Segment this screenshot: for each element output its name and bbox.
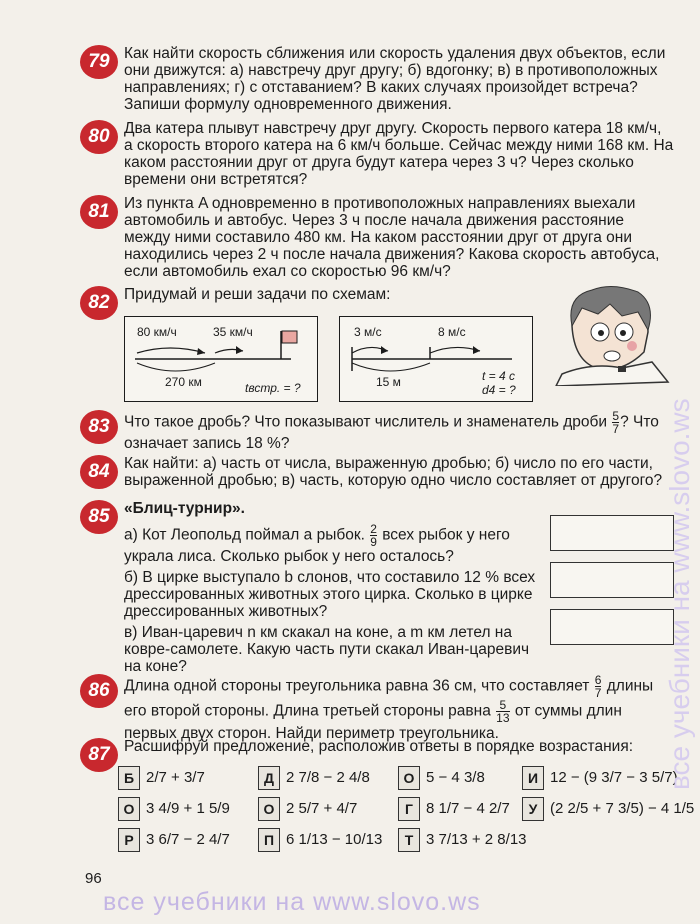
problem-text: Как найти: а) часть от числа, выраженную дробью; б) число по его части, выраженной дробью; в) часть, которую одно число составляет от другого? (124, 455, 663, 489)
problem-title: «Блиц-турнир». (124, 500, 245, 517)
problem-number: 80 (80, 120, 118, 154)
problem-number: 81 (80, 195, 118, 229)
distance-label: 270 км (165, 375, 202, 389)
problem-83 (80, 410, 674, 452)
code-item: Д 2 7/8 − 2 4/8 (258, 766, 370, 790)
problem-number: 87 (80, 738, 118, 772)
code-item: О 5 − 4 3/8 (398, 766, 485, 790)
problem-number: 82 (80, 286, 118, 320)
problem-number: 85 (80, 500, 118, 534)
watermark-bottom: все учебники на www.slovo.ws (103, 888, 481, 916)
problem-text: Придумай и реши задачи по схемам: (124, 286, 391, 303)
problem-text: Длина одной стороны треугольника равна 36 см, что составляет $\frac{6}{7}$ длины его второй стороны. Длина третьей стороны равна $\frac{5}{13}$ от суммы длин первых двух сторон. Найди периметр треугольника. (124, 673, 654, 742)
time-label: t = 4 с (482, 369, 516, 383)
problem-text: Расшифруй предложение, расположив ответы в порядке возрастания: (124, 738, 634, 755)
problem-text: Два катера плывут навстречу друг другу. Скорость первого катера 18 км/ч, а скорость второго катера на 6 км/ч больше. Сейчас между ними 168 км. На каком расстоянии друг от друга будут катера через 3 ч? Через сколько времени они встретятся? (124, 120, 674, 188)
problem-81 (80, 195, 674, 280)
problem-86 (80, 674, 674, 743)
problem-79 (80, 45, 674, 113)
problem-text: Как найти скорость сближения или скорость удаления двух объектов, если они движутся: а) навстречу друг другу; б) вдогонку; в) в противоположных направлениях; г) с отставанием? В каких случаях произойдет встреча? Запиши формулу одновременного движения. (124, 45, 666, 113)
code-item: О 3 4/9 + 1 5/9 (118, 797, 230, 821)
thinking-boy-illustration (552, 282, 670, 386)
question-label: tвстр. = ? (245, 381, 301, 395)
problem-number: 84 (80, 455, 118, 489)
distance-label: 15 м (376, 375, 401, 389)
answer-box-b[interactable] (550, 562, 674, 598)
question-label: d4 = ? (482, 383, 516, 397)
page-number: 96 (85, 870, 102, 887)
code-item: У (2 2/5 + 7 3/5) − 4 1/5 (522, 797, 694, 821)
code-item: Г 8 1/7 − 4 2/7 (398, 797, 510, 821)
problem-85 (80, 500, 540, 675)
code-item: Р 3 6/7 − 2 4/7 (118, 828, 230, 852)
subproblem-a: а) Кот Леопольд поймал a рыбок. $\frac{2}{9}$ всех рыбок у него украла лиса. Сколько рыбок у него осталось? (124, 522, 510, 565)
watermark-side: все учебники на www.slovo.ws (664, 398, 695, 790)
problem-number: 83 (80, 410, 118, 444)
problem-number: 79 (80, 45, 118, 79)
problem-number: 86 (80, 674, 118, 708)
code-item: И 12 − (9 3/7 − 3 5/7) (522, 766, 678, 790)
problem-text: Что такое дробь? Что показывают числитель и знаменатель дроби $\frac{5}{7}$ ? Что означает запись 18 %? (124, 409, 659, 452)
answer-box-a[interactable] (550, 515, 674, 551)
speed-label: 35 км/ч (213, 325, 253, 339)
problem-87 (80, 738, 674, 765)
subproblem-c: в) Иван-царевич n км скакал на коне, а m км летел на ковре-самолете. Какую часть пути скакал Иван-царевич на коне? (124, 624, 530, 675)
subproblem-b: б) В цирке выступало b слонов, что составило 12 % всех дрессированных животных этого цирка. Сколько в цирке дрессированных животных? (124, 569, 536, 620)
code-item: О 2 5/7 + 4/7 (258, 797, 357, 821)
speed-label: 8 м/с (438, 325, 466, 339)
problem-80 (80, 120, 674, 188)
speed-label: 3 м/с (354, 325, 382, 339)
fraction: $\frac{5}{7}$ (612, 409, 620, 436)
problem-84 (80, 455, 674, 489)
code-item: П 6 1/13 − 10/13 (258, 828, 382, 852)
problem-text: Из пункта A одновременно в противоположных направлениях выехали автомобиль и автобус. Через 3 ч после начала движения расстояние между ними составило 480 км. На каком расстоянии друг от друга они находились через 2 ч после начала движения? Какова скорость автобуса, если автомобиль ехал со скоростью 96 км/ч? (124, 195, 660, 280)
scheme-2 (339, 316, 533, 402)
answer-box-c[interactable] (550, 609, 674, 645)
code-item: Т 3 7/13 + 2 8/13 (398, 828, 527, 852)
speed-label: 80 км/ч (137, 325, 177, 339)
scheme-1 (124, 316, 318, 402)
code-item: Б 2/7 + 3/7 (118, 766, 205, 790)
